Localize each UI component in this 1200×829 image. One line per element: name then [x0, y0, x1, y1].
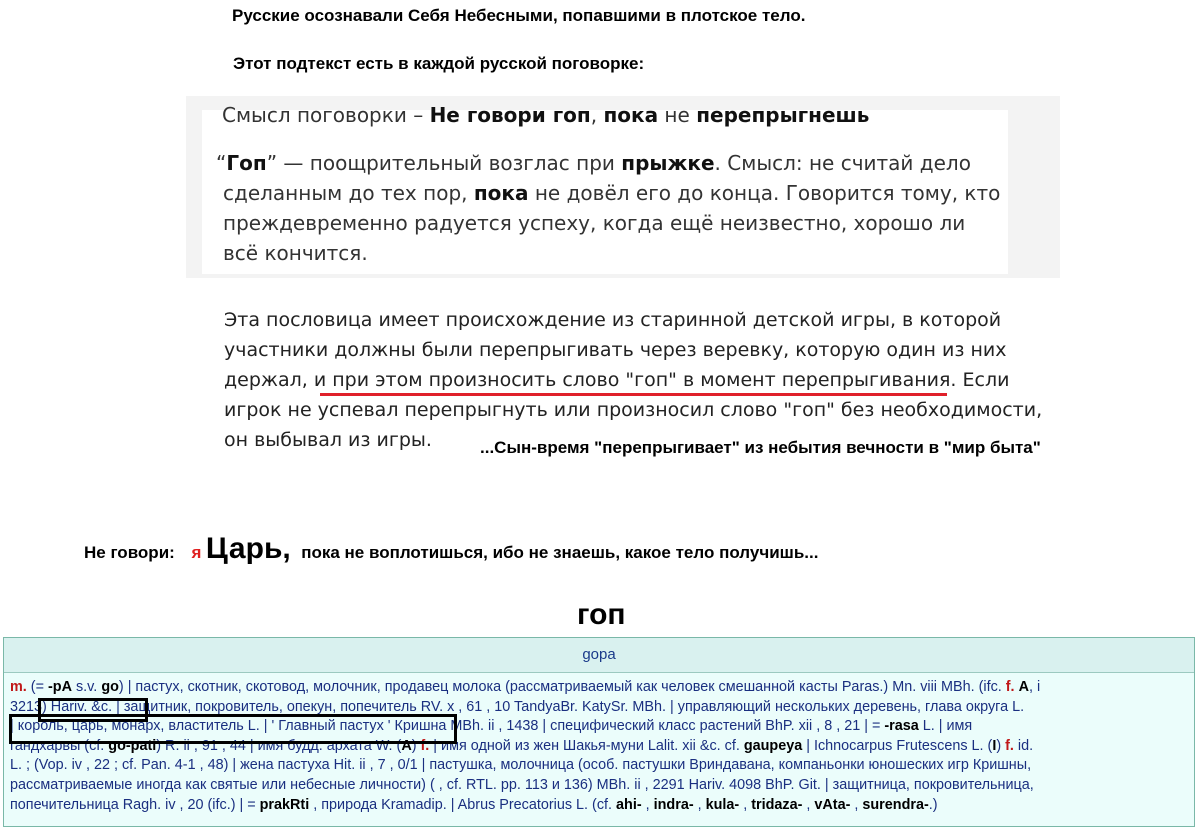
origin-line-5: он выбывал из игры.	[224, 429, 432, 451]
dictionary-body	[4, 673, 1194, 815]
highlight-box-2	[9, 714, 457, 744]
dict-text: | Ichnocarpus Frutescens L. (	[802, 737, 993, 754]
dict-text: | имя одной из жен Шакья-муни Lalit. xii &c. cf.	[429, 737, 744, 754]
dict-text: )	[411, 737, 421, 754]
dict-text: .)	[928, 796, 938, 813]
slogan-part-1: Не говори:	[84, 543, 180, 562]
quote-def-line-2	[216, 178, 1000, 208]
dict-text: ,	[693, 796, 706, 813]
dict-term: go-pati	[108, 737, 157, 754]
quote-def-text-1: ” — поощрительный возглас при	[266, 151, 622, 175]
gop-title: гоп	[577, 598, 626, 631]
dict-term: tridaza-	[751, 796, 803, 813]
dict-term: -rasa	[884, 718, 919, 735]
dict-gender-f: f.	[1005, 737, 1014, 754]
dict-term: kula-	[705, 796, 740, 813]
dict-text: )	[996, 737, 1006, 754]
quote-title-prefix: Смысл поговорки –	[222, 103, 430, 127]
quote-def-text-4: не довёл его до конца. Говорится тому, кто	[528, 181, 1001, 205]
slogan-ya: я	[191, 543, 202, 562]
quote-definition	[216, 148, 1000, 268]
quote-title	[222, 100, 869, 130]
quote-def-bold-1: прыжке	[621, 151, 715, 175]
dict-term: prakRti	[259, 796, 310, 813]
dictionary-header: gopa	[4, 638, 1194, 673]
quote-def-line-4: всё кончится.	[223, 241, 368, 265]
slogan-part-2: пока не воплотишься, ибо не знаешь, какое тело получишь...	[301, 543, 819, 562]
quote-def-text-3: сделанным до тех пор,	[223, 181, 474, 205]
quote-title-bold-1: Не говори гоп	[429, 103, 591, 127]
origin-line-4: игрок не успевал перепрыгнуть или произносил слово "гоп" без необходимости,	[224, 399, 1043, 421]
dict-term: I	[992, 737, 997, 754]
dict-gender-m: m.	[10, 679, 27, 695]
origin-line-3: держал, и при этом произносить слово "гоп" в момент перепрыгивания. Если	[224, 369, 1010, 391]
dict-text: ) | пастух, скотник, скотовод, молочник, продавец молока (рассматриваемый как человек смешанной касты Paras.) Mn. viii MBh. (ifc.	[118, 679, 1006, 695]
origin-paragraph	[224, 305, 1042, 455]
heading-line-1: Русские осознавали Себя Небесными, попавшими в плотское тело.	[232, 6, 806, 25]
dict-line-5: L. ; (Vop. iv , 22 ; cf. Pan. 4-1 , 48) | жена пастуха Hit. ii , 7 , 0/1 | пастушка, молочница (особ. пастушки Вриндавана, компаньонки юношеских игр Кришны,	[10, 757, 1032, 774]
dict-gender-f: f.	[420, 737, 430, 754]
quote-def-line-1	[216, 148, 1000, 178]
dict-text: (=	[26, 679, 48, 695]
red-underline	[320, 393, 947, 396]
dict-term: go	[101, 679, 119, 695]
dict-text: | король, царь, монарх, властитель L. | ' Главный пастух '	[10, 718, 395, 735]
dict-term: -pA	[48, 679, 72, 695]
origin-line-1: Эта пословица имеет происхождение из старинной детской игры, в которой	[224, 309, 1002, 331]
heading-line-2: Этот подтекст есть в каждой русской поговорке:	[233, 54, 645, 73]
dict-text: Кришна MBh. ii , 1438 | специфический класс растений BhP. xii , 8 , 21 | =	[394, 718, 885, 735]
dict-text: ,	[739, 796, 752, 813]
dict-line-1	[10, 678, 1188, 698]
quote-def-bold-2: пока	[473, 181, 529, 205]
dict-line-6: рассматриваемые иногда как святые или небесные личности) ( , cf. RTL. pp. 113 и 136) MBh. ii , 2291 Hariv. 4098 BhP. Git. | защитница, покровительница,	[10, 776, 1034, 793]
dict-text: , i	[1028, 679, 1041, 695]
dict-gender-f: f.	[1005, 679, 1015, 695]
dict-term: gaupeya	[743, 737, 803, 754]
slogan-tsar: Царь,	[205, 532, 291, 565]
dict-term: A	[401, 737, 412, 754]
dict-term: surendra-	[862, 796, 929, 813]
dict-term: vAta-	[814, 796, 851, 813]
dict-text: id.	[1013, 737, 1034, 754]
quote-title-sep: ,	[590, 103, 604, 127]
dict-text: попечительница Ragh. iv , 20 (ifc.) | =	[10, 796, 260, 813]
quote-title-bold-2: пока	[603, 103, 659, 127]
quote-def-word: Гоп	[226, 151, 267, 175]
dict-text: ,	[641, 796, 654, 813]
dict-text: s.v.	[71, 679, 102, 695]
quote-def-line-3: преждевременно радуется успеху, когда ещё неизвестно, хорошо ли	[223, 211, 966, 235]
quote-title-sep-2: не	[658, 103, 697, 127]
dict-text: гандхарвы (cf.	[10, 737, 109, 754]
dict-text: ,	[802, 796, 815, 813]
dict-term: A	[1018, 679, 1029, 695]
quote-def-text-2: . Смысл: не считай дело	[714, 151, 971, 175]
dict-term: ahi-	[616, 796, 642, 813]
quote-title-bold-3: перепрыгнешь	[696, 103, 870, 127]
dict-text: ,	[850, 796, 863, 813]
dict-term: indra-	[653, 796, 694, 813]
dict-line-2: 3213) Hariv. &c. | защитник, покровитель, опекун, попечитель RV. x , 61 , 10 TandyaBr. KatySr. MBh. | управляющий нескольких деревень, глава округа L.	[10, 698, 1025, 715]
quote-open-mark: “	[216, 151, 227, 175]
dict-line-7	[10, 796, 1188, 816]
comment-line: ...Сын-время "перепрыгивает" из небытия вечности в "мир быта"	[480, 438, 1041, 457]
dict-text: , природа Kramadip. | Abrus Precatorius L. (cf.	[309, 796, 617, 813]
dict-text: ) R. ii , 91 , 44 | имя будд. архата W. (	[156, 737, 402, 754]
slogan	[84, 532, 818, 566]
dict-text: L. | имя	[918, 718, 973, 735]
origin-line-2: участники должны были перепрыгивать через веревку, которую один из них	[224, 339, 1007, 361]
